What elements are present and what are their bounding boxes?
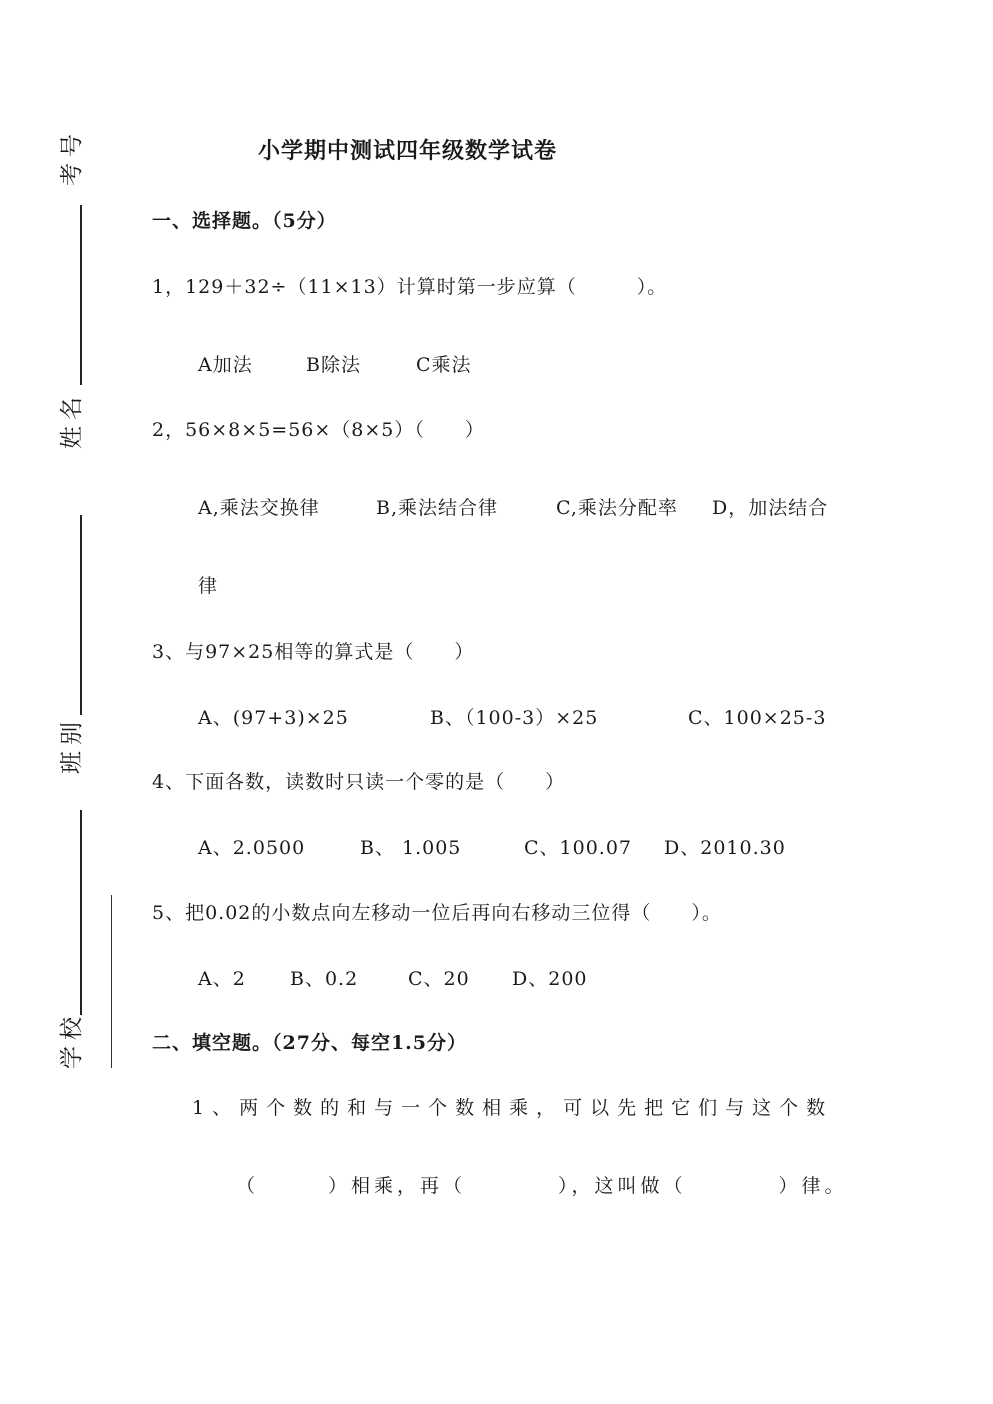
q2-option-d-wrap: 律 (198, 575, 219, 597)
fill-question-1-line2: （ ）相乘，再（ ），这叫做（ ）律。 (236, 1175, 848, 1197)
q2-option-a: A,乘法交换律 (198, 497, 320, 519)
q1-option-b: B除法 (306, 354, 361, 376)
q2-option-b: B,乘法结合律 (376, 497, 499, 519)
page-title: 小学期中测试四年级数学试卷 (258, 139, 558, 164)
name-label: 姓名 (59, 391, 85, 449)
exam-number-label: 考号 (59, 128, 85, 186)
q5-option-a: A、2 (198, 968, 246, 990)
q4-option-a: A、2.0500 (198, 837, 306, 859)
q5-option-c: C、20 (408, 968, 470, 990)
question-1: 1，129＋32÷（11×13）计算时第一步应算（ ）。 (152, 276, 668, 298)
question-4: 4、下面各数，读数时只读一个零的是（ ） (152, 771, 566, 793)
q4-option-d: D、2010.30 (664, 837, 786, 859)
q3-option-a: A、(97+3)×25 (198, 707, 349, 729)
question-5: 5、把0.02的小数点向左移动一位后再向右移动三位得（ ）。 (152, 902, 722, 924)
question-3: 3、与97×25相等的算式是（ ） (152, 641, 475, 663)
q5-option-b: B、0.2 (290, 968, 359, 990)
q3-option-c: C、100×25-3 (688, 707, 827, 729)
class-line (80, 810, 82, 1015)
section-2-heading: 二、填空题。（27分、每空1.5分） (152, 1032, 467, 1054)
school-label: 学校 (59, 1011, 85, 1069)
name-line (80, 515, 82, 715)
binding-line (111, 895, 112, 1068)
q1-option-c: C乘法 (416, 354, 472, 376)
question-2: 2，56×8×5=56×（8×5）（ ） (152, 419, 485, 441)
q5-option-d: D、200 (512, 968, 588, 990)
class-label: 班别 (59, 716, 85, 774)
q2-option-c: C,乘法分配率 (556, 497, 678, 519)
fill-question-1-line1: 1、两个数的和与一个数相乘，可以先把它们与这个数 (192, 1097, 834, 1119)
exam-number-line (80, 205, 82, 385)
q4-option-c: C、100.07 (524, 837, 633, 859)
q1-option-a: A加法 (198, 354, 253, 376)
q2-option-d: D，加法结合 (712, 497, 829, 519)
section-1-heading: 一、选择题。（5分） (152, 210, 337, 232)
q4-option-b: B、 1.005 (360, 837, 462, 859)
q3-option-b: B、（100-3）×25 (430, 707, 599, 729)
